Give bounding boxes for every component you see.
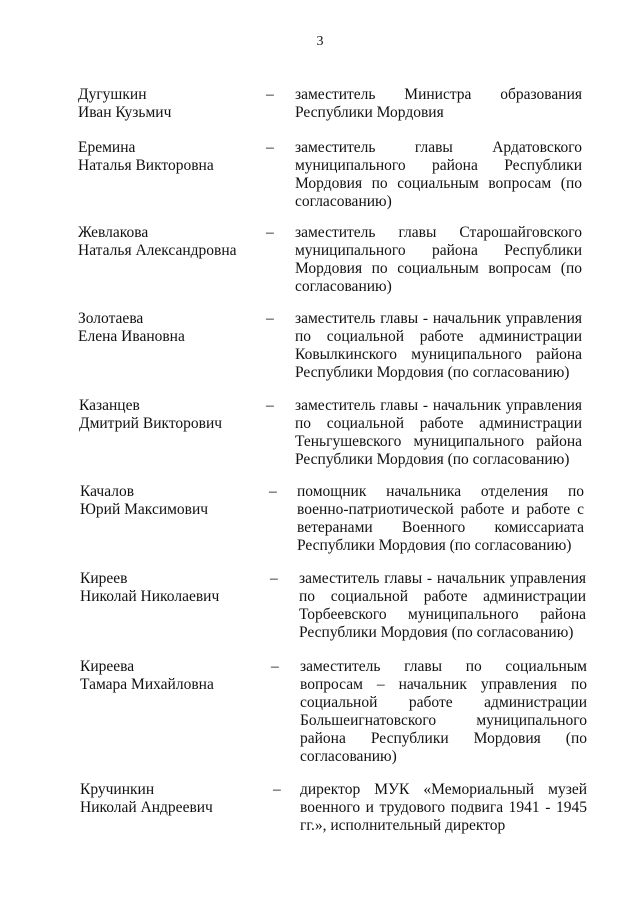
member-name [78,86,268,122]
dash: – [266,310,274,327]
member-name [80,658,270,694]
dash: – [266,224,274,241]
member-role: заместитель Министра образования Республики Мордовия [295,86,582,121]
member-name [79,397,269,433]
member-role: заместитель главы по социальным вопросам – начальник управления по социальной работе администрации Большеигнатовского муниципального района Республики Мордовия (по согласованию) [300,658,587,765]
member-role: помощник начальника отделения по военно-патриотической работе и работе с ветеранами Военного комиссариата Республики Мордовия (по согласованию) [297,483,584,554]
dash: – [271,658,279,675]
dash: – [266,139,274,156]
member-surname: Качалов [80,483,135,500]
member-surname: Киреев [80,570,128,587]
dash: – [266,86,274,103]
member-surname: Кручинкин [80,781,155,798]
member-role: заместитель главы Ардатовского муниципального района Республики Мордовия по социальным вопросам (по согласованию) [295,139,582,210]
member-name [80,781,270,817]
member-given-names: Наталья Александровна [78,242,237,259]
member-name [78,310,268,346]
dash: – [266,397,274,414]
member-surname: Золотаева [78,310,144,327]
member-surname: Дугушкин [78,86,147,103]
page-number: 3 [316,34,324,49]
member-role: заместитель главы Старошайговского муниципального района Республики Мордовия по социальным вопросам (по согласованию) [295,224,582,295]
member-name [78,139,268,175]
member-given-names: Наталья Викторовна [78,157,214,174]
dash: – [269,483,277,500]
member-given-names: Николай Николаевич [80,588,220,605]
member-name [78,224,268,260]
member-surname: Еремина [78,139,136,156]
member-surname: Жевлакова [78,224,149,241]
member-given-names: Николай Андреевич [80,799,213,816]
member-role: директор МУК «Мемориальный музей военного и трудового подвига 1941 - 1945 гг.», исполнительный директор [300,781,587,834]
member-given-names: Иван Кузьмич [78,104,172,121]
member-surname: Киреева [80,658,135,675]
member-name [80,483,270,519]
member-role: заместитель главы - начальник управления по социальной работе администрации Ковылкинского муниципального района Республики Мордовия (по согласованию) [295,310,582,381]
dash: – [270,570,278,587]
member-given-names: Елена Ивановна [78,328,185,345]
member-role: заместитель главы - начальник управления по социальной работе администрации Торбеевского муниципального района Республики Мордовия (по согласованию) [299,570,586,641]
member-name [80,570,270,606]
member-given-names: Тамара Михайловна [80,676,214,693]
member-role: заместитель главы - начальник управления по социальной работе администрации Теньгушевского муниципального района Республики Мордовия (по согласованию) [295,397,582,468]
member-given-names: Юрий Максимович [80,501,209,518]
member-given-names: Дмитрий Викторович [79,415,223,432]
member-surname: Казанцев [79,397,140,414]
dash: – [273,781,281,798]
